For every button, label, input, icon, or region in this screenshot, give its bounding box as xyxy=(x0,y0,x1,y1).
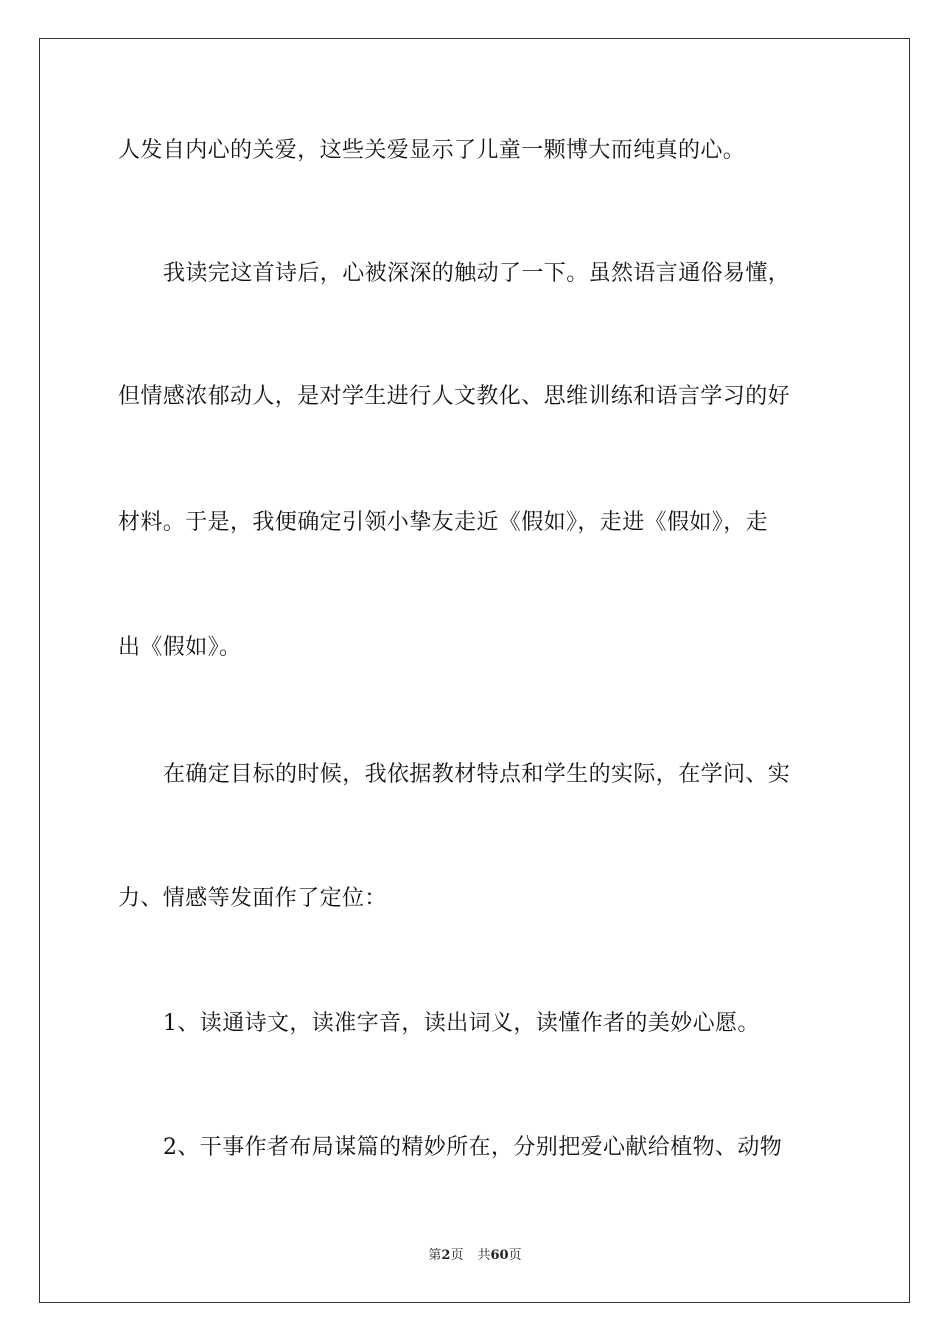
text-line: 在确定目标的时候，我依据教材特点和学生的实际，在学问、实 xyxy=(163,762,791,787)
text-line: 人发自内心的关爱，这些关爱显示了儿童一颗博大而纯真的心。 xyxy=(118,138,746,163)
text-line: 但情感浓郁动人，是对学生进行人文教化、思维训练和语言学习的好 xyxy=(118,384,791,409)
text-line: 力、情感等发面作了定位： xyxy=(118,886,387,911)
total-suffix: 页 xyxy=(508,1248,522,1263)
text-line: 2、干事作者布局谋篇的精妙所在，分别把爱心献给植物、动物 xyxy=(163,1135,783,1160)
page-suffix: 页 xyxy=(450,1248,464,1263)
total-prefix: 共 xyxy=(477,1248,491,1263)
page-footer xyxy=(0,1247,950,1265)
text-line: 1、读通诗文，读准字音，读出词义，读懂作者的美妙心愿。 xyxy=(163,1011,760,1036)
current-page-number: 2 xyxy=(441,1248,451,1263)
text-line: 我读完这首诗后，心被深深的触动了一下。虽然语言通俗易懂， xyxy=(163,261,791,286)
page-border xyxy=(39,38,910,1303)
text-line: 出《假如》。 xyxy=(118,635,242,660)
text-line: 材料。于是，我便确定引领小挚友走近《假如》，走进《假如》，走 xyxy=(118,510,769,535)
page-prefix: 第 xyxy=(428,1248,442,1263)
total-page-count: 60 xyxy=(490,1248,509,1263)
